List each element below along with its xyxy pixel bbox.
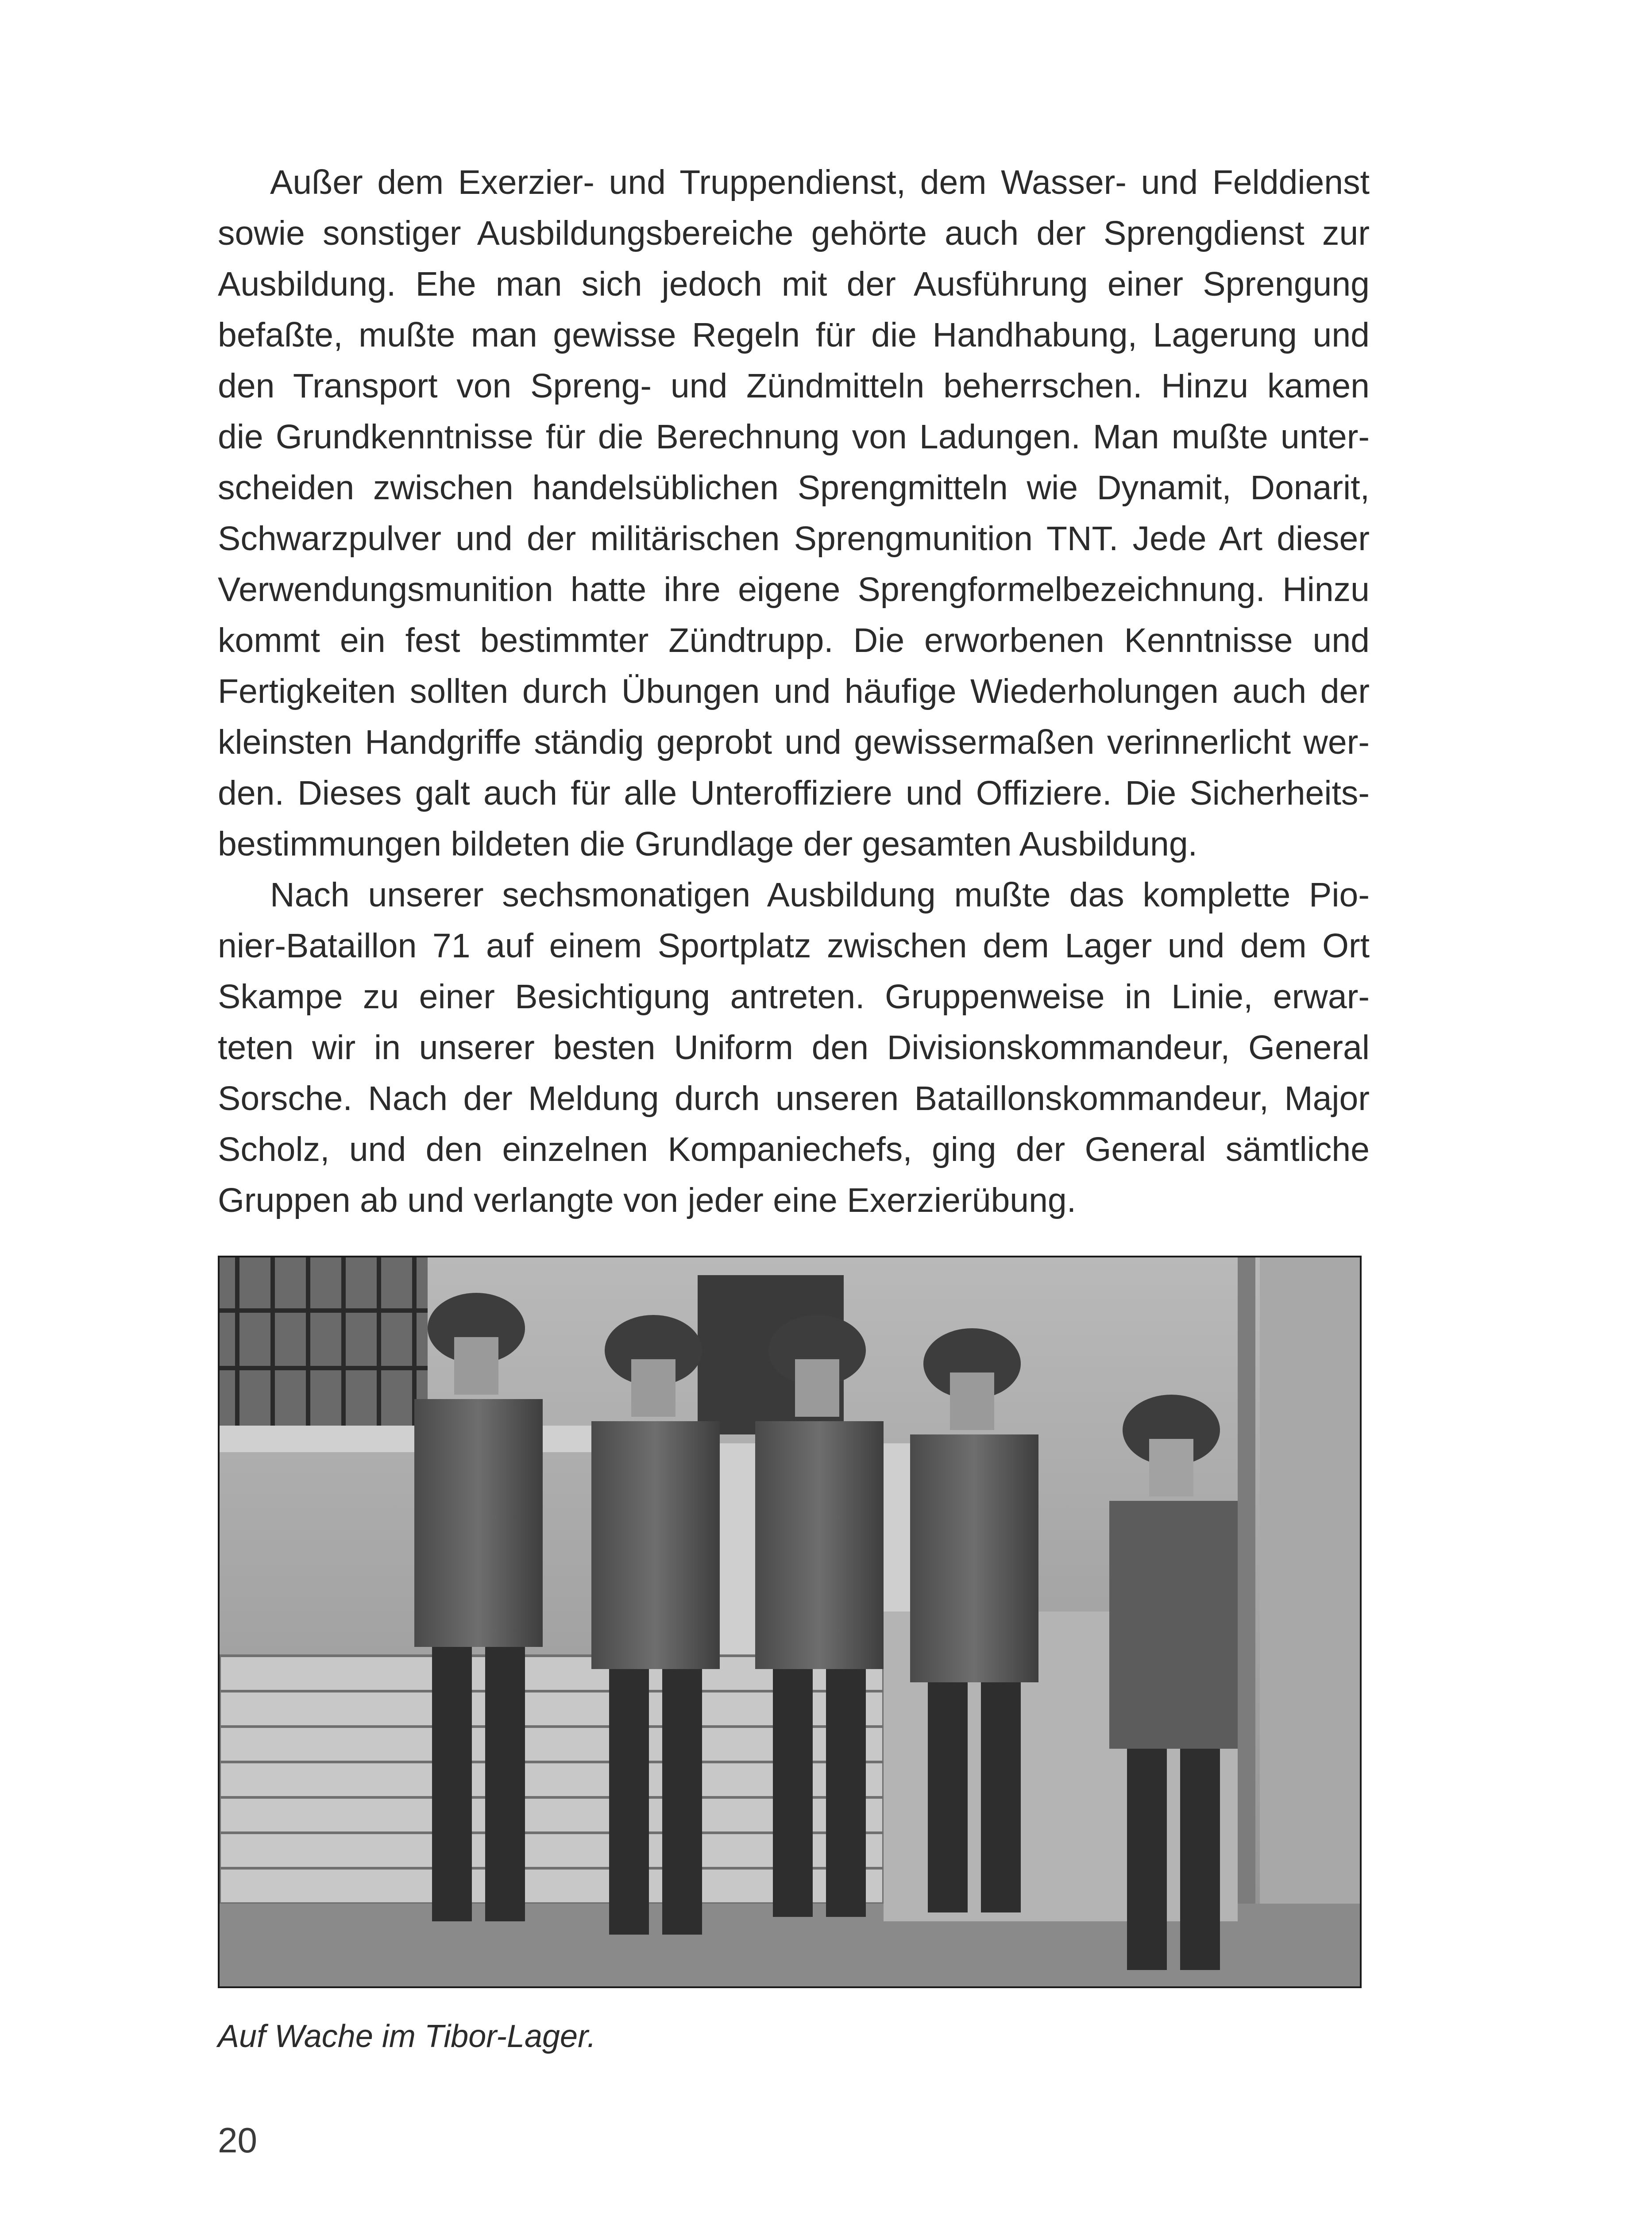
photo-illustration (220, 1257, 1360, 1986)
text-line: Verwendungsmunition hatte ihre eigene Sprengformelbezeichnung. Hinzu (218, 571, 1370, 609)
text-line: Schwarzpulver und der militärischen Sprengmunition TNT. Jede Art dieser (218, 520, 1370, 558)
page-number: 20 (218, 2120, 257, 2160)
text-line: den. Dieses galt auch für alle Unteroffiziere und Offiziere. Die Sicherheits- (218, 774, 1370, 812)
text-line: befaßte, mußte man gewisse Regeln für die Handhabung, Lagerung und (218, 316, 1370, 354)
photo-caption: Auf Wache im Tibor-Lager. (218, 2019, 596, 2054)
text-line: scheiden zwischen handelsüblichen Sprengmitteln wie Dynamit, Donarit, (218, 469, 1370, 507)
text-line: Ausbildung. Ehe man sich jedoch mit der Ausführung einer Sprengung (218, 265, 1370, 303)
text-line: sowie sonstiger Ausbildungsbereiche gehörte auch der Sprengdienst zur (218, 214, 1370, 252)
text-line: Außer dem Exerzier- und Truppendienst, dem Wasser- und Felddienst (270, 163, 1370, 201)
text-line: die Grundkenntnisse für die Berechnung von Ladungen. Man mußte unter- (218, 418, 1370, 456)
text-line: Nach unserer sechsmonatigen Ausbildung mußte das komplette Pio- (270, 876, 1370, 914)
text-line: Scholz, und den einzelnen Kompaniechefs, ging der General sämtliche (218, 1130, 1370, 1168)
text-line: kleinsten Handgriffe ständig geprobt und gewissermaßen verinnerlicht wer- (218, 723, 1370, 761)
text-line: Gruppen ab und verlangte von jeder eine Exerzierübung. (218, 1181, 1077, 1219)
body-text (218, 157, 1370, 1226)
text-line: kommt ein fest bestimmter Zündtrupp. Die erworbenen Kenntnisse und (218, 621, 1370, 659)
text-line: Skampe zu einer Besichtigung antreten. Gruppenweise in Linie, erwar- (218, 978, 1370, 1016)
soldiers-photo (218, 1256, 1362, 1988)
text-line: Sorsche. Nach der Meldung durch unseren Bataillonskommandeur, Major (218, 1080, 1370, 1118)
text-line: bestimmungen bildeten die Grundlage der gesamten Ausbildung. (218, 825, 1198, 863)
text-line: nier-Bataillon 71 auf einem Sportplatz zwischen dem Lager und dem Ort (218, 927, 1370, 965)
text-line: Fertigkeiten sollten durch Übungen und häufige Wiederholungen auch der (218, 672, 1370, 710)
text-line: den Transport von Spreng- und Zündmitteln beherrschen. Hinzu kamen (218, 367, 1370, 405)
text-line: teten wir in unserer besten Uniform den Divisionskommandeur, General (218, 1029, 1370, 1067)
